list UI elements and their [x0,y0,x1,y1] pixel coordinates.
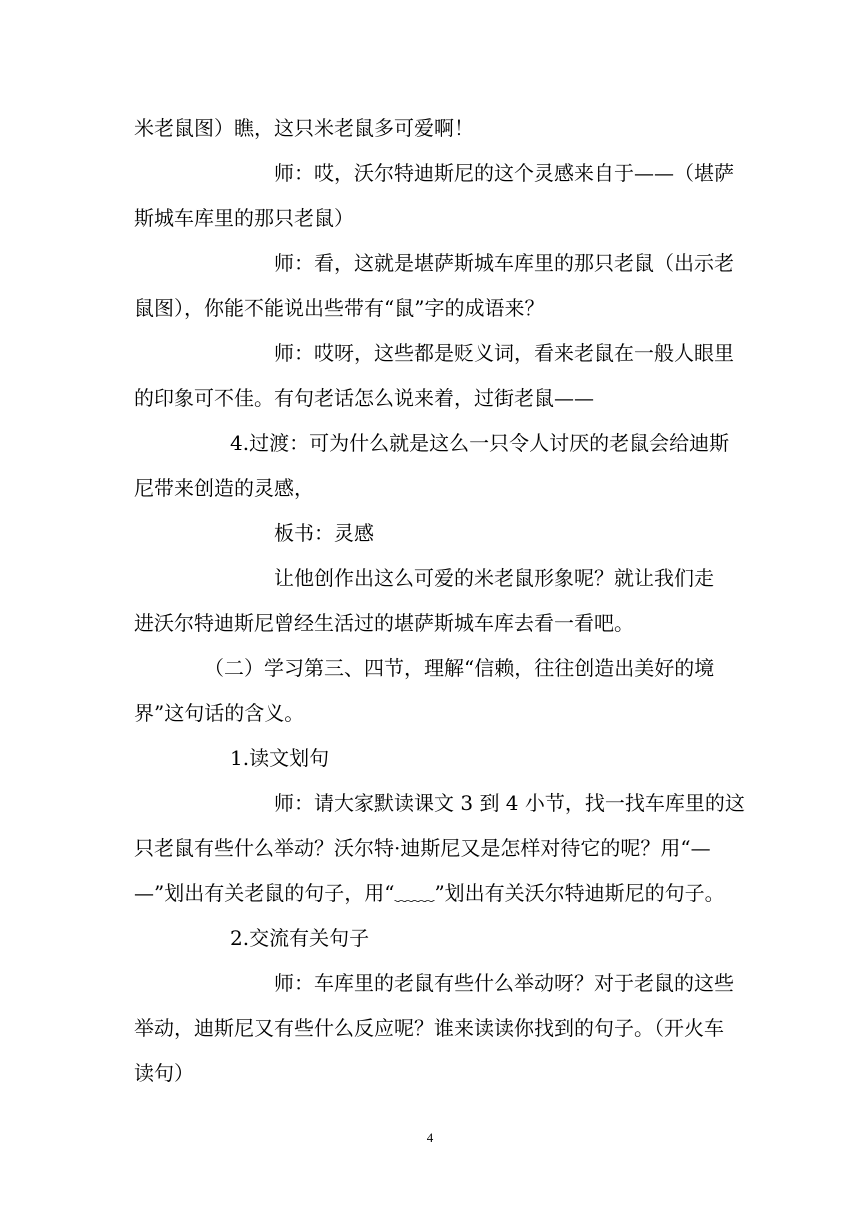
paragraph-line: 板书：灵感 [274,521,374,545]
paragraph-line: 的印象可不佳。有句老话怎么说来着，过街老鼠—— [134,386,594,410]
paragraph-line: 师：请大家默读课文 3 到 4 小节，找一找车库里的这 [274,791,745,815]
paragraph-line: 读句） [134,1061,194,1085]
paragraph-line: 师：看，这就是堪萨斯城车库里的那只老鼠（出示老 [274,251,734,275]
paragraph-line: 界”这句话的含义。 [134,701,305,725]
paragraph-line: —”划出有关老鼠的句子，用“﹏﹏”划出有关沃尔特迪斯尼的句子。 [134,881,725,905]
paragraph-line: 尼带来创造的灵感， [134,476,314,500]
page-number: 4 [426,1130,434,1145]
paragraph-line: 师：车库里的老鼠有些什么举动呀？对于老鼠的这些 [274,971,734,995]
paragraph-line: 师：哎，沃尔特迪斯尼的这个灵感来自于——（堪萨 [274,161,734,185]
paragraph-line: 让他创作出这么可爱的米老鼠形象呢？就让我们走 [274,566,714,590]
section-heading: （二）学习第三、四节，理解“信赖，往往创造出美好的境 [204,656,715,680]
paragraph-line: 师：哎呀，这些都是贬义词，看来老鼠在一般人眼里 [274,341,734,365]
subheading: 1.读文划句 [230,746,330,770]
paragraph-line: 举动，迪斯尼又有些什么反应呢？谁来读读你找到的句子。（开火车 [134,1016,724,1040]
paragraph-line: 进沃尔特迪斯尼曾经生活过的堪萨斯城车库去看一看吧。 [134,611,634,635]
paragraph-line: 只老鼠有些什么举动？沃尔特·迪斯尼又是怎样对待它的呢？用“— [134,836,711,860]
paragraph-line: 4.过渡：可为什么就是这么一只令人讨厌的老鼠会给迪斯 [230,431,730,455]
paragraph-line: 米老鼠图）瞧，这只米老鼠多可爱啊！ [134,116,474,140]
paragraph-line: 斯城车库里的那只老鼠） [134,206,354,230]
subheading: 2.交流有关句子 [230,926,370,950]
paragraph-line: 鼠图），你能不能说出些带有“鼠”字的成语来？ [134,296,545,320]
